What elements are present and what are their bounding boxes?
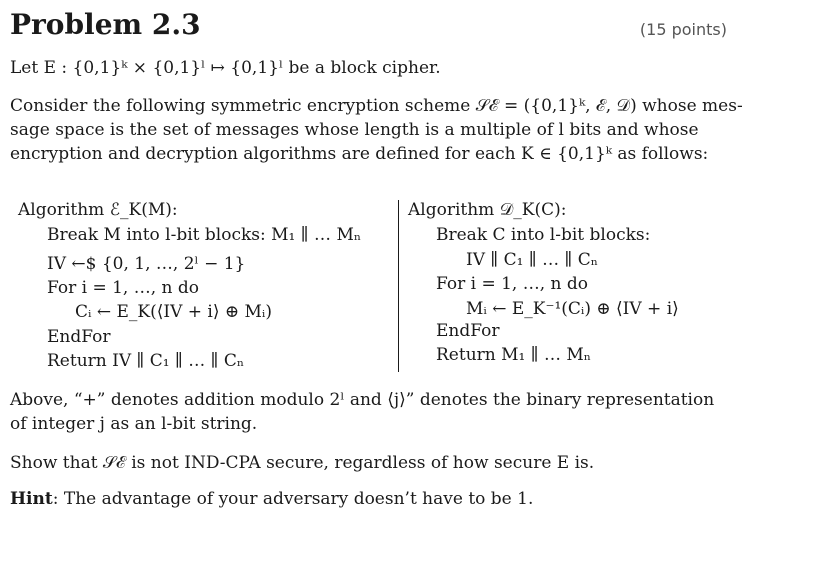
- scheme-line-3: encryption and decryption algorithms are defined for each K ∈ {0,1}ᵏ as follows:: [10, 144, 709, 164]
- dec-line-mi: Mᵢ ← E_K⁻¹(Cᵢ) ⊕ ⟨IV + i⟩: [466, 299, 679, 319]
- dec-line-blocks: IV ∥ C₁ ∥ … ∥ Cₙ: [466, 250, 599, 270]
- enc-line-break: Break M into l-bit blocks: M₁ ∥ … Mₙ: [47, 225, 362, 245]
- problem-title: Problem 2.3: [10, 8, 201, 41]
- hint-label: Hint: [10, 489, 53, 509]
- enc-header: Algorithm ℰ_K(M):: [18, 200, 178, 220]
- points-label: (15 points): [639, 20, 727, 39]
- dec-header: Algorithm 𝒟_K(C):: [408, 200, 567, 220]
- enc-line-for: For i = 1, …, n do: [47, 278, 200, 298]
- dec-line-for: For i = 1, …, n do: [436, 274, 589, 294]
- scheme-line-1: Consider the following symmetric encryption scheme 𝒮ℰ = ({0,1}ᵏ, ℰ, 𝒟) whose mes-: [10, 96, 743, 116]
- task-text: Show that 𝒮ℰ is not IND-CPA secure, regardless of how secure E is.: [10, 453, 595, 473]
- dec-line-endfor: EndFor: [436, 321, 500, 341]
- notes-line-1: Above, “+” denotes addition modulo 2ˡ and ⟨j⟩” denotes the binary representation: [10, 390, 715, 410]
- enc-line-ci: Cᵢ ← E_K(⟨IV + i⟩ ⊕ Mᵢ): [75, 302, 272, 322]
- dec-line-return: Return M₁ ∥ … Mₙ: [436, 345, 592, 365]
- scheme-line-2: sage space is the set of messages whose length is a multiple of l bits and whose: [10, 120, 699, 140]
- enc-line-endfor: EndFor: [47, 327, 111, 347]
- notes-line-2: of integer j as an l-bit string.: [10, 414, 258, 434]
- algorithm-divider: [398, 200, 399, 372]
- intro-text: Let E : {0,1}ᵏ × {0,1}ˡ ↦ {0,1}ˡ be a block cipher.: [10, 58, 441, 78]
- enc-line-return: Return IV ∥ C₁ ∥ … ∥ Cₙ: [47, 351, 245, 371]
- hint-text: [10, 487, 533, 511]
- dec-line-break: Break C into l-bit blocks:: [436, 225, 651, 245]
- enc-line-iv: IV ←$ {0, 1, …, 2ˡ − 1}: [47, 254, 246, 274]
- hint-body: : The advantage of your adversary doesn’t have to be 1.: [52, 489, 534, 509]
